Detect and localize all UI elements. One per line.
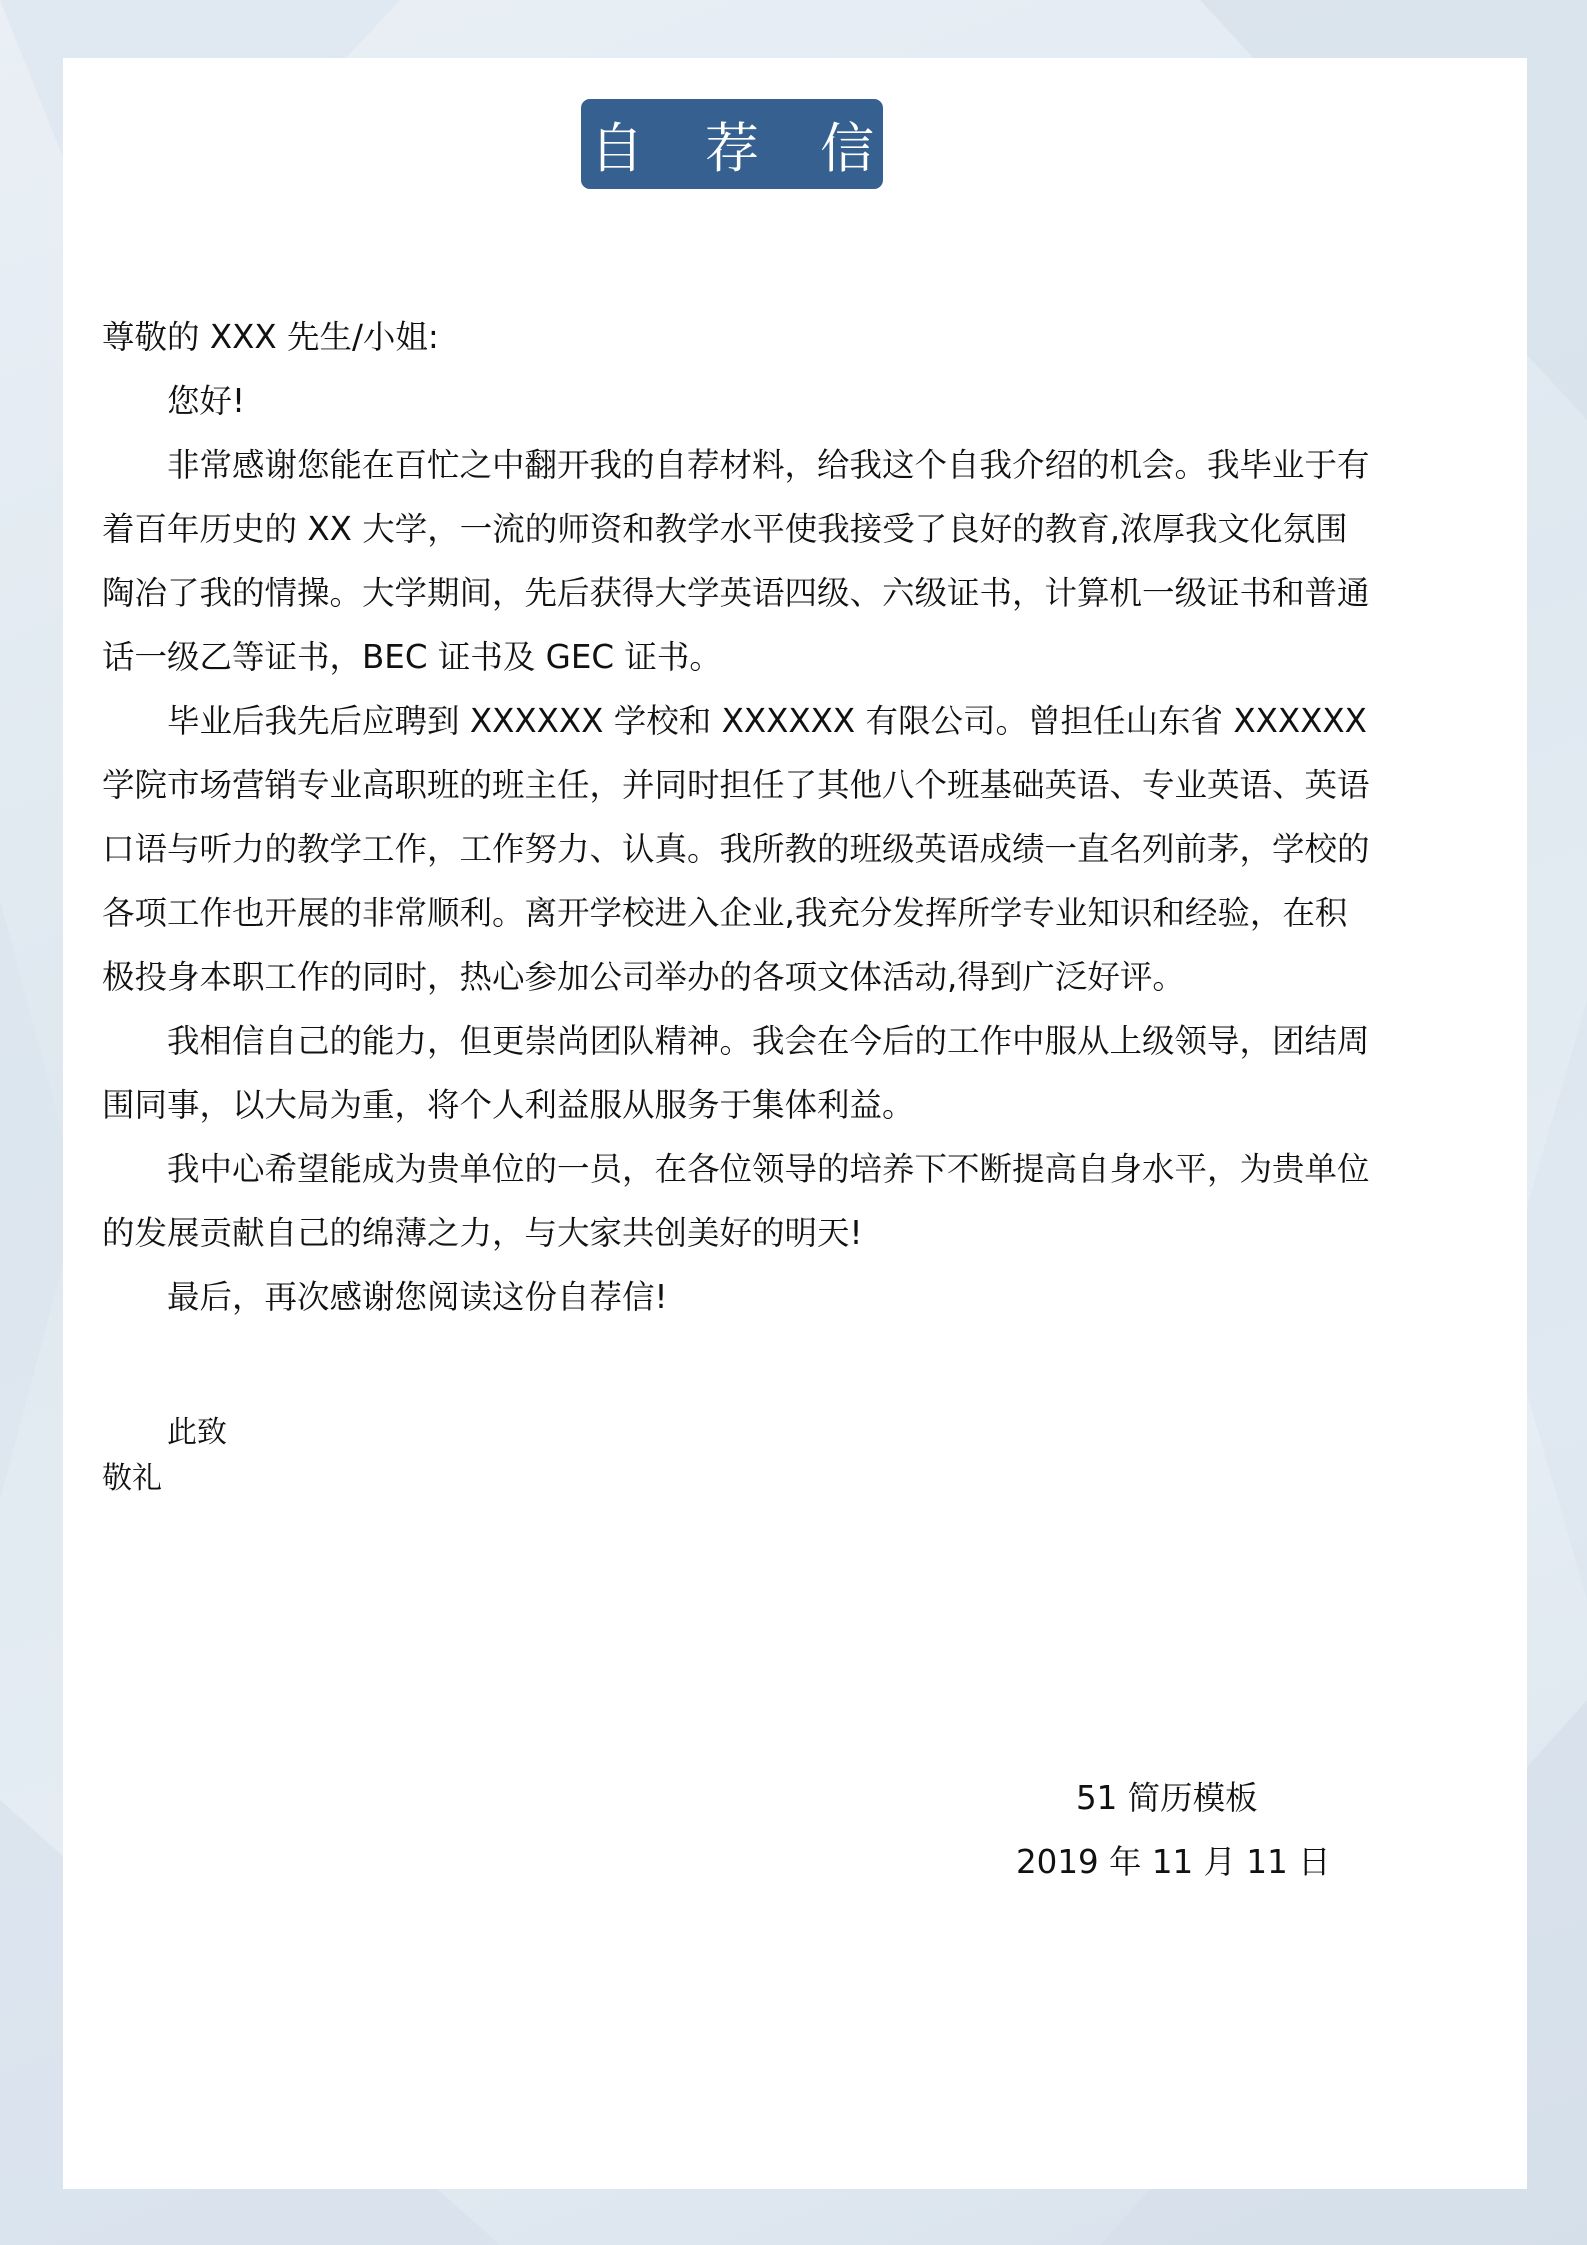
- paragraph-thanks: 最后，再次感谢您阅读这份自荐信!: [167, 1278, 668, 1316]
- page-title: 自 荐 信: [589, 116, 897, 180]
- signature-date: 2019 年 11 月 11 日: [1016, 1843, 1331, 1881]
- signature-block: [1016, 1766, 1336, 1894]
- paragraph-teamwork: 我相信自己的能力，但更崇尚团队精神。我会在今后的工作中服从上级领导，团结周围同事，以大局为重，将个人利益服从服务于集体利益。: [102, 1022, 1370, 1124]
- letter-body: [102, 305, 1370, 1329]
- title-banner: [581, 99, 897, 189]
- greeting: 您好!: [167, 382, 246, 420]
- signature-name: 51 简历模板: [1076, 1779, 1258, 1817]
- paragraph-experience: 毕业后我先后应聘到 XXXXXX 学校和 XXXXXX 有限公司。曾担任山东省 XXXXXX 学院市场营销专业高职班的班主任，并同时担任了其他八个班基础英语、专业英语、英语口语与听力的教学工作，工作努力、认真。我所教的班级英语成绩一直名列前茅，学校的各项工作也开展的非常顺利。离开学校进入企业,我充分发挥所学专业知识和经验，在积极投身本职工作的同时，热心参加公司举办的各项文体活动,得到广泛好评。: [102, 702, 1370, 996]
- closing-line-1: 此致: [167, 1415, 227, 1450]
- paragraph-education: 非常感谢您能在百忙之中翻开我的自荐材料，给我这个自我介绍的机会。我毕业于有着百年历史的 XX 大学，一流的师资和教学水平使我接受了良好的教育,浓厚我文化氛围陶冶了我的情操。大学期间，先后获得大学英语四级、六级证书，计算机一级证书和普通话一级乙等证书，BEC 证书及 GEC 证书。: [102, 446, 1370, 676]
- closing-line-2: 敬礼: [102, 1461, 162, 1496]
- closing: [102, 1410, 227, 1502]
- paragraph-aspiration: 我中心希望能成为贵单位的一员，在各位领导的培养下不断提高自身水平，为贵单位的发展贡献自己的绵薄之力，与大家共创美好的明天!: [102, 1150, 1370, 1252]
- salutation: 尊敬的 XXX 先生/小姐:: [102, 318, 439, 356]
